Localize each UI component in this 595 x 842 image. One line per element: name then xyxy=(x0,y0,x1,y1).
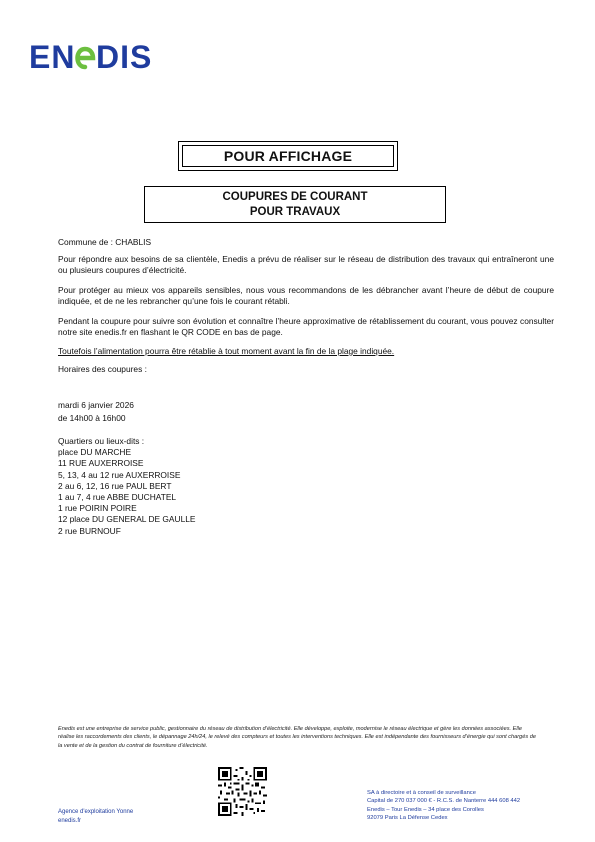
footer-right xyxy=(367,789,520,823)
outage-date: mardi 6 janvier 2026 xyxy=(58,400,134,410)
footer-left xyxy=(58,808,133,825)
agency-name: Agence d'exploitation Yonne xyxy=(58,809,134,815)
list-item: 1 au 7, 4 rue ABBE DUCHATEL xyxy=(58,492,177,503)
address-line: 92079 Paris La Défense Cedex xyxy=(367,815,448,822)
paragraph-protect: Pour protéger au mieux vos appareils sensibles, nous vous recommandons de les débrancher avant l’heure de début de coupure indiquée, et de ne les rebrancher qu’une fois le courant rétabli. xyxy=(58,285,554,307)
subtitle-box xyxy=(144,186,446,223)
footer-note: Enedis est une entreprise de service public, gestionnaire du réseau de distribution d’électricité. Elle développe, exploite, modernise le réseau électrique et gère les données associées. Elle réalise les raccordements des clients, le dépannage 24h/24, le relevé des compteurs et toutes les interventions techniques. Elle est indépendante des fournisseurs d’énergie qui sont chargés de la vente et de la gestion du contrat de fourniture d’électricité. xyxy=(58,726,536,749)
paragraph-follow: Pendant la coupure pour suivre son évolution et connaître l’heure approximative de rétablissement du courant, vous pouvez consulter notre site enedis.fr en flashant le QR CODE en bas de page. xyxy=(58,316,554,338)
list-item: place DU MARCHE xyxy=(58,447,132,458)
list-item: 12 place DU GENERAL DE GAULLE xyxy=(58,514,196,525)
list-item: 2 au 6, 12, 16 rue PAUL BERT xyxy=(58,480,172,491)
list-item: 2 rue BURNOUF xyxy=(58,525,121,536)
subtitle-line-2: POUR TRAVAUX xyxy=(249,205,341,218)
legal-line: SA à directoire et à conseil de surveillance xyxy=(367,790,476,796)
header-rule xyxy=(160,67,580,70)
warning-text: Toutefois l’alimentation pourra être rétablie à tout moment avant la fin de la plage indiquée. xyxy=(58,346,395,356)
qr-code[interactable] xyxy=(218,767,267,816)
page-title: POUR AFFICHAGE xyxy=(182,145,394,167)
commune-label: Commune de : CHABLIS xyxy=(58,237,152,247)
hours-label: Horaires des coupures : xyxy=(58,364,147,374)
list-item: 1 rue POIRIN POIRE xyxy=(58,503,137,514)
outage-time-range: de 14h00 à 16h00 xyxy=(58,413,126,423)
title-box xyxy=(178,141,398,171)
list-item: 11 RUE AUXERROISE xyxy=(58,458,144,469)
legal-line: Capital de 270 037 000 € - R.C.S. de Nanterre 444 608 442 xyxy=(367,798,521,805)
svg-text:DIS: DIS xyxy=(96,40,153,74)
address-line: Enedis – Tour Enedis – 34 place des Corolles xyxy=(367,806,484,813)
places-list xyxy=(58,436,554,537)
website-link[interactable]: enedis.fr xyxy=(58,817,82,824)
paragraph-intro: Pour répondre aux besoins de sa clientèle, Enedis a prévu de réaliser sur le réseau de distribution des travaux qui entraîneront une ou plusieurs coupures d’électricité. xyxy=(58,254,554,276)
subtitle-line-1: COUPURES DE COURANT xyxy=(222,190,368,203)
svg-text:EN: EN xyxy=(29,40,76,74)
list-item: 5, 13, 4 au 12 rue AUXERROISE xyxy=(58,469,181,480)
places-label: Quartiers ou lieux-dits : xyxy=(58,436,145,446)
enedis-logo xyxy=(29,40,157,74)
